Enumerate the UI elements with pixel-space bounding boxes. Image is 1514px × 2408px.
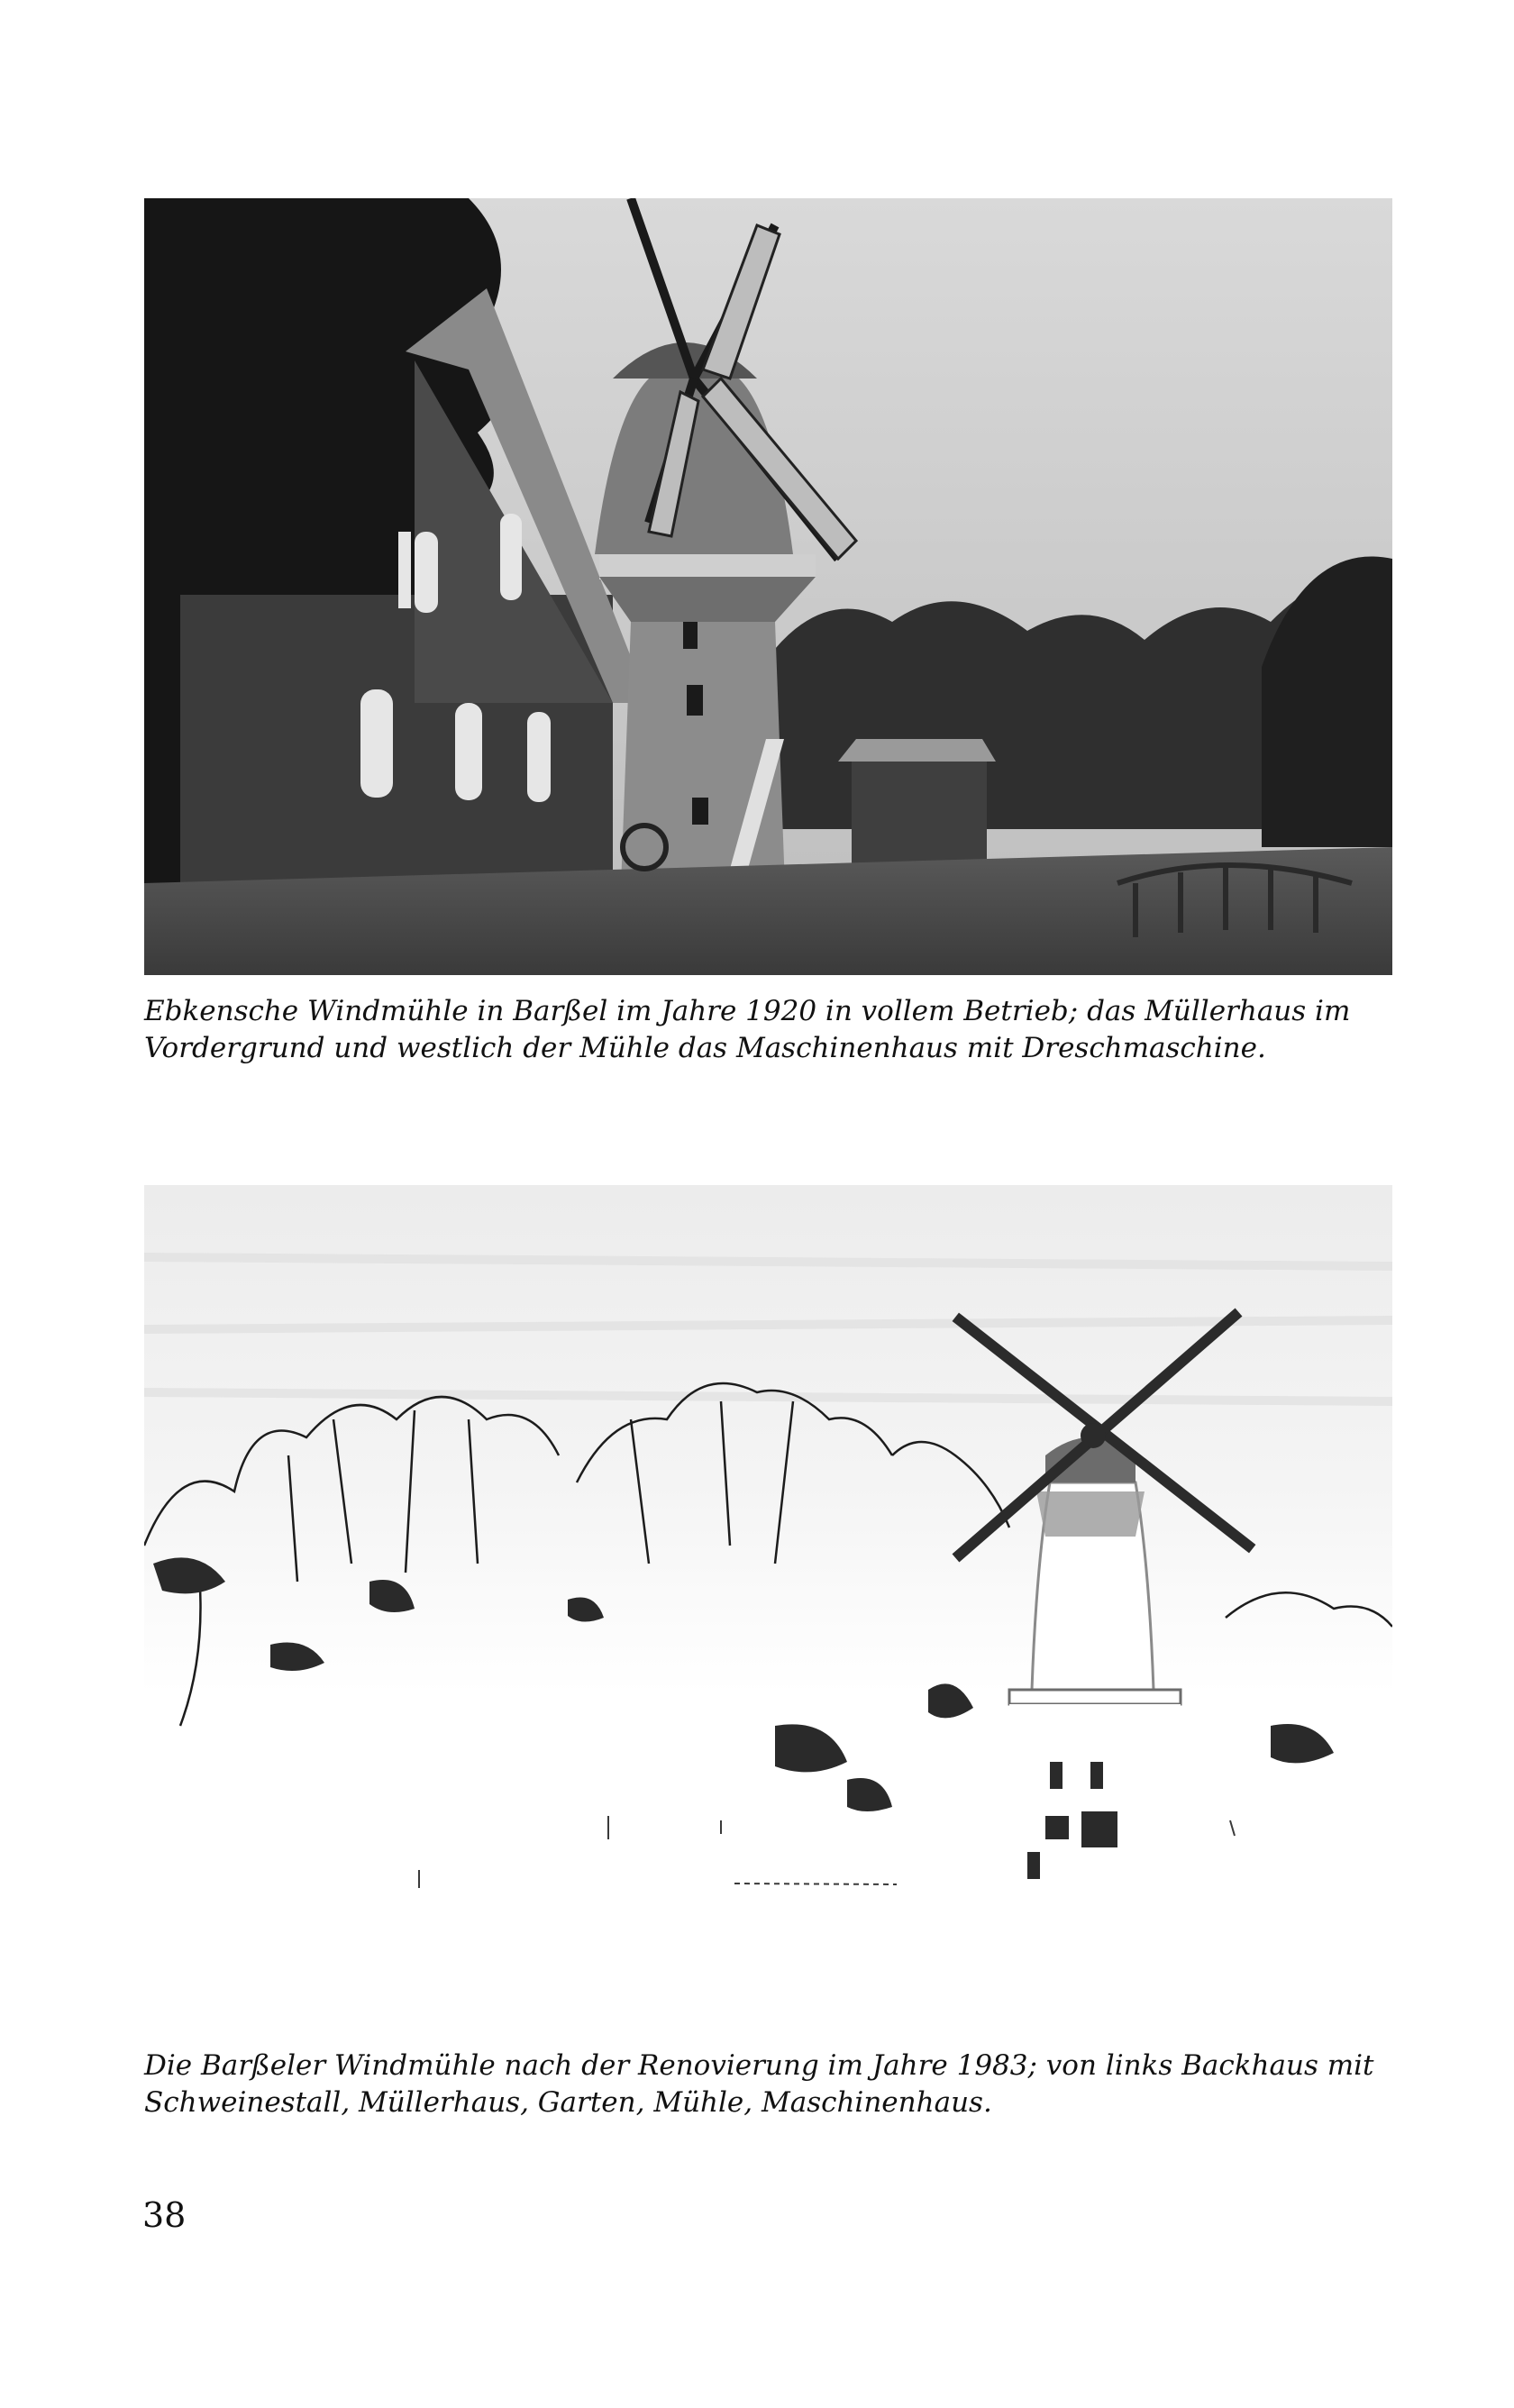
caption-line: Schweinestall, Müllerhaus, Garten, Mühle, Maschinenhaus. xyxy=(144,2086,992,2119)
caption-line: Die Barßeler Windmühle nach der Renovierung im Jahre 1983; von links Backhaus mit xyxy=(144,2049,1374,2082)
caption-line: Ebkensche Windmühle in Barßel im Jahre 1920 in vollem Betrieb; das Müllerhaus im xyxy=(144,995,1351,1027)
page-number: 38 xyxy=(142,2195,187,2235)
photo-windmill-1983 xyxy=(144,1185,1392,2032)
caption-figure-1 xyxy=(144,993,1406,1067)
photo-windmill-1920-image xyxy=(144,198,1392,975)
photo-windmill-1920 xyxy=(144,198,1392,975)
caption-figure-2 xyxy=(144,2048,1406,2121)
caption-line: Vordergrund und westlich der Mühle das Maschinenhaus mit Dreschmaschine. xyxy=(144,1032,1266,1064)
photo-windmill-1983-image xyxy=(144,1185,1392,2032)
